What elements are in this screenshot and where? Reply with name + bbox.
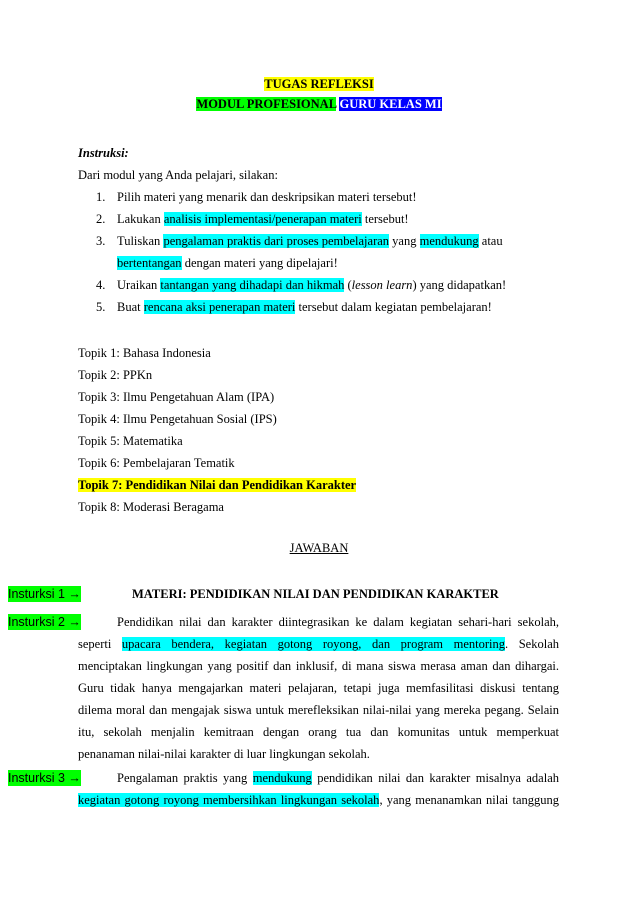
list-item: Buat rencana aksi penerapan materi tersebut dalam kegiatan pembelajaran! xyxy=(117,300,492,314)
instruksi-heading: Instruksi: xyxy=(78,146,129,160)
paragraph-line: menciptakan lingkungan yang positif dan inklusif, di mana siswa merasa aman dan dihargai. xyxy=(78,659,559,673)
paragraph-line: Pengalaman praktis yang mendukung pendidikan nilai dan karakter misalnya adalah xyxy=(117,771,559,785)
instruction-marker-2: Insturksi 2 → xyxy=(8,615,81,629)
paragraph-line: dilema moral dan mengajak siswa untuk merefleksikan nilai-nilai yang mereka pegang. Selain xyxy=(78,703,559,717)
topic-item: Topik 4: Ilmu Pengetahuan Sosial (IPS) xyxy=(78,412,277,426)
list-item-number: 1. xyxy=(96,190,106,204)
topic-item: Topik 1: Bahasa Indonesia xyxy=(78,346,211,360)
topic-item: Topik 3: Ilmu Pengetahuan Alam (IPA) xyxy=(78,390,275,404)
list-item-number: 3. xyxy=(96,234,106,248)
list-item-number: 4. xyxy=(96,278,106,292)
paragraph-line: kegiatan gotong royong membersihkan lingkungan sekolah, yang menanamkan nilai tanggung xyxy=(78,793,559,807)
list-item: Lakukan analisis implementasi/penerapan materi tersebut! xyxy=(117,212,409,226)
materi-heading: MATERI: PENDIDIKAN NILAI DAN PENDIDIKAN KARAKTER xyxy=(132,587,499,601)
list-item: Uraikan tantangan yang dihadapi dan hikmah (lesson learn) yang didapatkan! xyxy=(117,278,507,292)
paragraph-line: Pendidikan nilai dan karakter diintegrasikan ke dalam kegiatan sehari-hari sekolah, xyxy=(117,615,559,629)
paragraph-line: penanaman nilai-nilai karakter di luar lingkungan sekolah. xyxy=(78,747,370,761)
paragraph-line: itu, sekolah menjalin kemitraan dengan orang tua dan komunitas untuk memperkuat xyxy=(78,725,559,739)
topic-item: Topik 2: PPKn xyxy=(78,368,153,382)
list-item: Tuliskan pengalaman praktis dari proses pembelajaran yang mendukung atau xyxy=(117,234,503,248)
title-line1: TUGAS REFLEKSI xyxy=(264,77,374,91)
instruksi-intro: Dari modul yang Anda pelajari, silakan: xyxy=(78,168,278,182)
topic-item: Topik 6: Pembelajaran Tematik xyxy=(78,456,235,470)
instruction-marker-3: Insturksi 3 → xyxy=(8,771,81,785)
topic-item-selected: Topik 7: Pendidikan Nilai dan Pendidikan Karakter xyxy=(78,478,357,492)
paragraph-line: Guru tidak hanya mengajarkan materi pelajaran, tetapi juga memfasilitasi diskusi tentang xyxy=(78,681,559,695)
topic-item: Topik 5: Matematika xyxy=(78,434,183,448)
instruction-marker-1: Insturksi 1 → xyxy=(8,587,81,601)
subtitle-part1: MODUL PROFESIONAL xyxy=(196,97,337,111)
doc-title xyxy=(0,77,638,92)
list-item: Pilih materi yang menarik dan deskripsikan materi tersebut! xyxy=(117,190,417,204)
subtitle-part2: GURU KELAS MI xyxy=(339,97,442,111)
jawaban-heading: JAWABAN xyxy=(289,541,349,555)
paragraph-line: seperti upacara bendera, kegiatan gotong royong, dan program mentoring. Sekolah xyxy=(78,637,559,651)
doc-subtitle xyxy=(0,97,638,112)
list-item-continuation: bertentangan dengan materi yang dipelajari! xyxy=(117,256,338,270)
list-item-number: 5. xyxy=(96,300,106,314)
list-item-number: 2. xyxy=(96,212,106,226)
topic-item: Topik 8: Moderasi Beragama xyxy=(78,500,224,514)
